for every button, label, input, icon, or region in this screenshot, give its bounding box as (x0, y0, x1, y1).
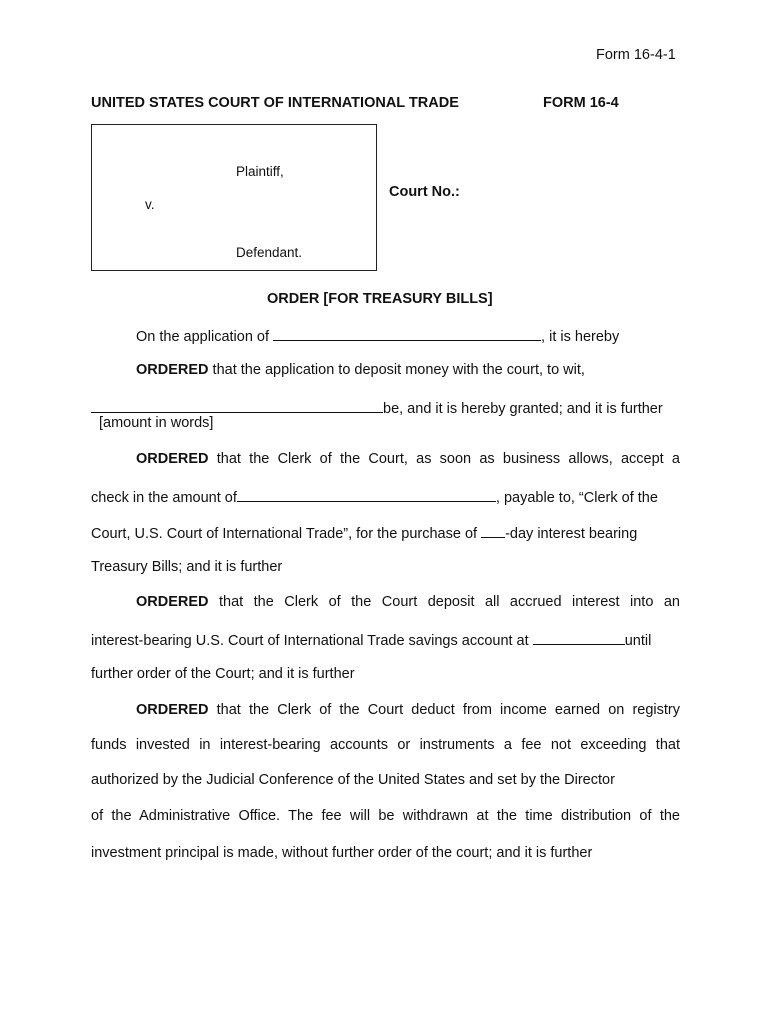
clerk-accept-line (91, 451, 680, 467)
further-order-line (91, 666, 680, 682)
deposit-line (91, 362, 680, 378)
clerk-deposit-text: that the Clerk of the Court deposit all accrued interest into an (208, 594, 680, 610)
authorized-text: authorized by the Judicial Conference of the United States and set by the Director (91, 772, 615, 788)
deposit-text: that the application to deposit money with the court, to wit, (208, 362, 585, 378)
funds-text: funds invested in interest-bearing accounts or instruments a fee not exceeding that (91, 737, 680, 753)
application-post: , it is hereby (541, 329, 620, 345)
savings-post: until (624, 633, 652, 649)
ordered-label-4: ORDERED (136, 702, 209, 718)
check-post: , payable to, “Clerk of the (495, 490, 658, 506)
purchase-line (91, 523, 680, 542)
investment-line (91, 845, 680, 861)
clerk-accept-text: that the Clerk of the Court, as soon as business allows, accept a (208, 451, 680, 467)
defendant-label: Defendant. (236, 245, 303, 260)
check-amount-blank[interactable] (237, 487, 496, 502)
court-no-label: Court No.: (389, 184, 460, 200)
amount-words-blank[interactable] (91, 398, 383, 413)
savings-line (91, 630, 680, 649)
treasury-text: Treasury Bills; and it is further (91, 559, 283, 575)
order-title: ORDER [FOR TREASURY BILLS] (267, 291, 493, 307)
purchase-post: -day interest bearing (505, 526, 638, 542)
clerk-deduct-text: that the Clerk of the Court deduct from income earned on registry (208, 702, 680, 718)
clerk-deposit-line (91, 594, 680, 610)
funds-line (91, 737, 680, 753)
application-pre: On the application of (136, 329, 274, 345)
application-line (91, 326, 680, 345)
clerk-deduct-line (91, 702, 680, 718)
admin-line (91, 808, 680, 824)
ordered-label-1: ORDERED (136, 362, 209, 378)
authorized-line (91, 772, 680, 788)
further-order-text: further order of the Court; and it is further (91, 666, 355, 682)
versus-label: v. (145, 197, 155, 212)
ordered-label-3: ORDERED (136, 594, 209, 610)
form-title: FORM 16-4 (543, 95, 619, 111)
granted-text: be, and it is hereby granted; and it is further (383, 401, 663, 417)
admin-text: of the Administrative Office. The fee will be withdrawn at the time distribution of the (91, 808, 680, 824)
applicant-blank[interactable] (273, 326, 541, 341)
case-caption-box (91, 124, 377, 271)
court-name: UNITED STATES COURT OF INTERNATIONAL TRADE (91, 95, 459, 111)
savings-account-blank[interactable] (533, 630, 625, 645)
days-blank[interactable] (481, 523, 505, 538)
investment-text: investment principal is made, without further order of the court; and it is further (91, 845, 593, 861)
form-number: Form 16-4-1 (596, 47, 676, 63)
amount-words-caption: [amount in words] (99, 415, 214, 431)
treasury-line (91, 559, 680, 575)
check-amount-line (91, 487, 680, 506)
purchase-pre: Court, U.S. Court of International Trade”, for the purchase of (91, 526, 482, 542)
check-pre: check in the amount of (91, 490, 237, 506)
plaintiff-label: Plaintiff, (236, 164, 284, 179)
ordered-label-2: ORDERED (136, 451, 209, 467)
savings-pre: interest-bearing U.S. Court of International Trade savings account at (91, 633, 533, 649)
